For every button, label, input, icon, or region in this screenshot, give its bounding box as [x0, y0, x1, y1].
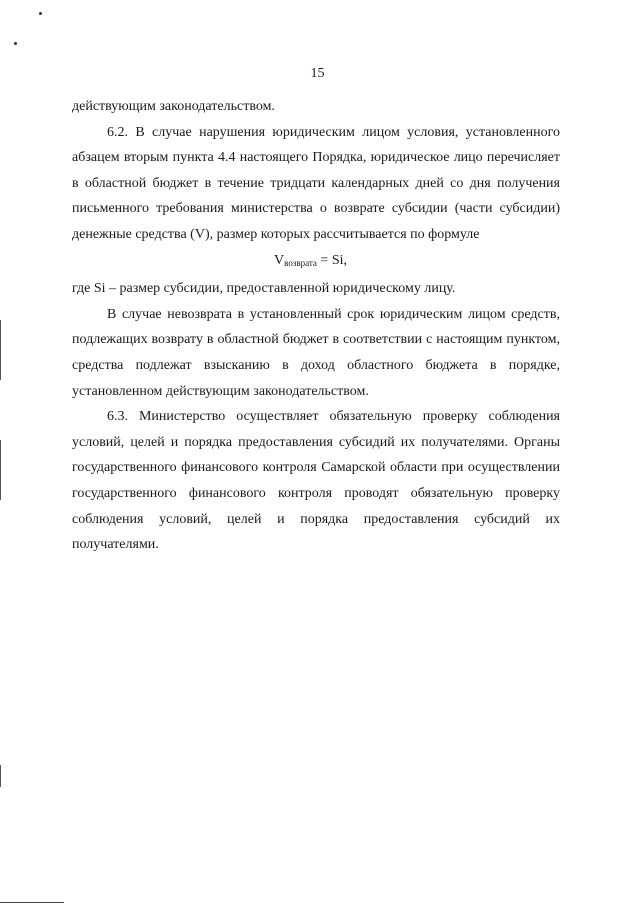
paragraph-6-2: 6.2. В случае нарушения юридическим лицом условия, установленного абзацем вторым пункта 4.4 настоящего Порядка, юридическое лицо перечисляет в областной бюджет в течение тридцати календарных дней со дня получения письменного требования министерства о возврате субсидии (части субсидии) денежные средства (V), размер которых рассчитывается по формуле — [72, 124, 560, 242]
scan-edge-line — [0, 320, 1, 380]
paragraph-definition: где Si – размер субсидии, предоставленной юридическому лицу. — [72, 281, 456, 297]
paragraph-continuation: действующим законодательством. — [72, 99, 275, 114]
scan-speck — [14, 42, 17, 45]
page-number: 15 — [310, 66, 325, 81]
body-text — [72, 94, 560, 558]
formula-variable: V — [274, 252, 285, 268]
scan-edge-line — [0, 765, 1, 787]
paragraph-nonreturn: В случае невозврата в установленный срок юридическим лицом средств, подлежащих возврату в областной бюджет в соответствии с настоящим пунктом, средства подлежат взысканию в доход областного бюджета в порядке, установленном действующим законодательством. — [72, 306, 560, 399]
formula-subscript: возврата — [284, 257, 317, 268]
scan-bottom-line — [0, 902, 64, 903]
paragraph-6-3: 6.3. Министерство осуществляет обязательную проверку соблюдения условий, целей и порядка предоставления субсидий их получателями. Органы государственного финансового контроля Самарской области при осуществлении государственного финансового контроля проводят обязательную проверку соблюдения условий, целей и порядка предоставления субсидий их получателями. — [72, 409, 560, 553]
scan-edge-line — [0, 440, 1, 500]
scan-speck — [39, 12, 42, 15]
formula-rest: = Si, — [316, 252, 347, 268]
formula — [72, 248, 560, 277]
